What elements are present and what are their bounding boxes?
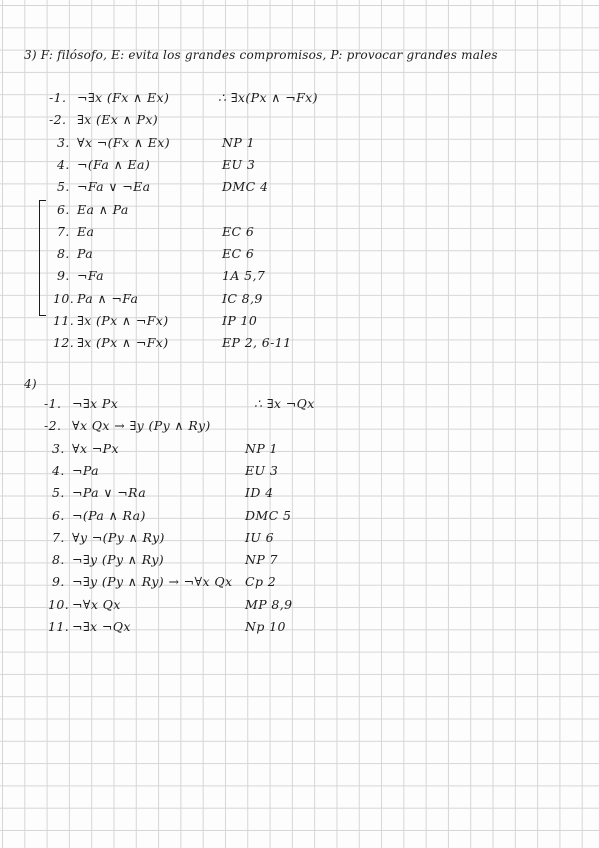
step-number: 6. (52, 507, 65, 523)
step-formula: ¬∃x ¬Qx (72, 619, 131, 634)
step-formula: ¬∀x Qx (72, 596, 121, 612)
step-number: 5. (52, 485, 65, 501)
step-number: -1. (49, 90, 67, 105)
step-number: 9. (57, 268, 70, 284)
step-formula: ∃x (Px ∧ ¬Fx) (77, 313, 169, 328)
step-justification: EC 6 (222, 223, 255, 239)
step-justification: IP 10 (222, 313, 258, 328)
step-justification: 1A 5,7 (222, 268, 266, 284)
step-justification: EU 3 (222, 156, 256, 172)
step-formula: ¬(Fa ∧ Ea) (77, 156, 151, 172)
exercise-4-heading: 4) (24, 377, 37, 391)
step-number: 12. (53, 335, 75, 351)
step-justification: EU 3 (245, 462, 279, 478)
step-formula: ∀x Qx → ∃y (Py ∧ Ry) (72, 418, 211, 434)
step-number: 9. (52, 574, 65, 590)
step-formula: ¬∃x Px (72, 396, 119, 411)
step-number: 10. (48, 596, 70, 612)
step-formula: ∃x (Px ∧ ¬Fx) (77, 335, 169, 351)
conclusion: ∴ ∃x(Px ∧ ¬Fx) (218, 90, 318, 105)
step-number: 4. (57, 156, 70, 172)
step-number: 6. (57, 201, 70, 217)
step-justification: Np 10 (245, 619, 286, 634)
step-formula: ¬Fa (77, 268, 104, 284)
step-formula: ¬Pa ∨ ¬Ra (72, 485, 147, 501)
step-number: -1. (44, 396, 62, 411)
step-formula: Ea ∧ Pa (77, 201, 129, 217)
step-justification: EP 2, 6-11 (222, 335, 292, 351)
step-justification: DMC 5 (245, 507, 292, 523)
step-justification: Cp 2 (245, 574, 277, 590)
step-formula: ¬∃y (Py ∧ Ry) → ¬∀x Qx (72, 574, 233, 590)
step-number: 8. (52, 552, 65, 568)
step-number: 8. (57, 246, 70, 262)
step-formula: Pa ∧ ¬Fa (77, 290, 139, 306)
step-formula: ¬Pa (72, 462, 99, 478)
step-number: -2. (44, 418, 62, 434)
step-number: 7. (52, 529, 65, 545)
step-formula: ¬(Pa ∧ Ra) (72, 507, 146, 523)
subproof-bracket (39, 200, 46, 316)
step-formula: ¬∃x (Fx ∧ Ex) (77, 90, 170, 105)
step-formula: Ea (77, 223, 95, 239)
step-justification: IC 8,9 (222, 290, 263, 306)
step-formula: ¬Fa ∨ ¬Ea (77, 179, 151, 195)
step-formula: ∀y ¬(Py ∧ Ry) (72, 529, 165, 545)
step-number: 3. (57, 134, 70, 150)
step-justification: NP 1 (222, 134, 255, 150)
step-justification: NP 1 (245, 440, 278, 456)
step-number: 11. (53, 313, 75, 328)
step-formula: ¬∃y (Py ∧ Ry) (72, 552, 165, 568)
step-justification: NP 7 (245, 552, 278, 568)
step-number: 3. (52, 440, 65, 456)
step-justification: ID 4 (245, 485, 274, 501)
step-justification: DMC 4 (222, 179, 269, 195)
step-justification: MP 8,9 (245, 596, 293, 612)
step-formula: ∃x (Ex ∧ Px) (77, 112, 159, 128)
step-formula: ∀x ¬(Fx ∧ Ex) (77, 134, 170, 150)
step-number: -2. (49, 112, 67, 128)
step-number: 5. (57, 179, 70, 195)
conclusion: ∴ ∃x ¬Qx (254, 396, 315, 411)
step-number: 10. (53, 290, 75, 306)
step-number: 4. (52, 462, 65, 478)
step-formula: ∀x ¬Px (72, 440, 119, 456)
step-number: 7. (57, 223, 70, 239)
step-formula: Pa (77, 246, 94, 262)
step-number: 11. (48, 619, 70, 634)
exercise-3-heading: 3) F: filósofo, E: evita los grandes compromisos, P: provocar grandes males (24, 48, 498, 62)
step-justification: EC 6 (222, 246, 255, 262)
step-justification: IU 6 (245, 529, 274, 545)
